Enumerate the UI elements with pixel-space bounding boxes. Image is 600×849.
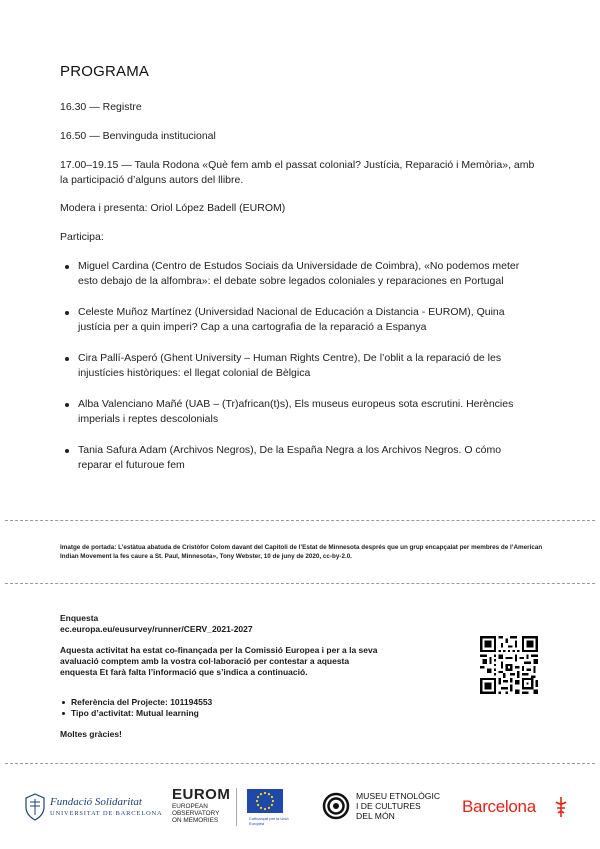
participants-list	[60, 259, 530, 489]
barcelona-name: Barcelona	[462, 797, 536, 816]
list-item: Tania Safura Adam (Archivos Negros), De la España Negra a los Archivos Negros. O cómo reparar el futuroue fem	[60, 443, 530, 473]
eurom-line: OBSERVATORY	[172, 810, 220, 818]
eurom-line: EUROPEAN	[172, 803, 208, 810]
page-title: PROGRAMA	[60, 63, 150, 80]
cover-image-caption: Imatge de portada: L’estàtua abatuda de Cristòfor Colom davant del Capitoli de l’Estat de Minnesota després que un grup encapçalat per membres de l’American Indian Movement la fes caure a St. Paul, Minnesota», Tony Webster, 10 de juny de 2020, cc-by-2.0.	[60, 544, 543, 560]
qr-code-icon[interactable]	[480, 636, 538, 694]
list-item: Miguel Cardina (Centro de Estudos Sociais da Universidade de Coimbra), «No podemos meter esto debajo de la alfombra»: el debate sobre legados coloniales y reparaciones en Portugal	[60, 259, 530, 289]
eurom-name: EUROM	[172, 786, 231, 803]
eu-flag-icon	[247, 789, 283, 813]
fundacio-university: UNIVERSITAT DE BARCELONA	[50, 810, 163, 817]
museu-symbol-icon	[322, 792, 350, 820]
list-item: Alba Valenciano Mañé (UAB – (Tr)african(t)s), Els museus europeus sota escrutini. Herències imperials i reptes descolonials	[60, 397, 530, 427]
eurom-logo	[172, 786, 242, 831]
moderator: Modera i presenta: Oriol López Badell (EUROM)	[60, 202, 286, 214]
schedule-registration: 16.30 — Registre	[60, 101, 142, 113]
eu-caption: Cofinançat per la Unió Europea	[249, 816, 289, 826]
eurom-line: ON MEMORIES	[172, 817, 219, 825]
activity-type: Tipo d’activitat: Mutual learning	[60, 708, 212, 719]
museu-line: I DE CULTURES	[356, 801, 421, 811]
list-item: Cira Pallí-Asperó (Ghent University – Human Rights Centre), De l’oblit a la reparació de les injustícies històriques: el llegat colonial de Bèlgica	[60, 351, 530, 381]
divider	[236, 788, 237, 826]
museu-etnologic-logo	[322, 790, 442, 824]
schedule-roundtable: 17.00–19.15 — Taula Rodona «Què fem amb el passat colonial? Justícia, Reparació i Memòria», amb la participació d’alguns autors del llibre.	[60, 159, 535, 186]
list-item: Celeste Muñoz Martínez (Universidad Nacional de Educación a Distancia - EUROM), Quina justícia per a quin imperi? Cap a una cartografia de la reparació a Espanya	[60, 305, 530, 335]
seal-icon	[24, 793, 46, 821]
divider	[5, 763, 595, 764]
museu-line: MUSEU ETNOLÒGIC	[356, 791, 441, 801]
barcelona-emblem-icon	[554, 796, 568, 818]
participants-label: Participa:	[60, 231, 104, 243]
survey-title: Enquesta	[60, 613, 99, 623]
eu-cofunded-logo	[247, 789, 297, 829]
project-reference: Referència del Projecte: 101194553	[60, 697, 212, 708]
survey-link[interactable]: ec.europa.eu/eusurvey/runner/CERV_2021-2027	[60, 624, 253, 634]
survey-text: Aquesta activitat ha estat co-finançada per la Comissió Europea i per a la seva avaluació comptem amb la vostra col·laboració per contestar a aquesta enquesta Et farà falta l’informació que s’indica a continuació.	[60, 645, 378, 677]
project-info	[60, 697, 212, 719]
thanks-text: Moltes gràcies!	[60, 729, 122, 739]
museu-line: DEL MÓN	[356, 811, 395, 821]
fundacio-name: Fundació Solidaritat	[50, 796, 142, 808]
divider	[5, 583, 595, 584]
divider	[5, 520, 595, 521]
schedule-welcome: 16.50 — Benvinguda institucional	[60, 130, 216, 142]
fundacio-solidaritat-logo	[24, 793, 163, 823]
barcelona-logo	[462, 797, 574, 823]
